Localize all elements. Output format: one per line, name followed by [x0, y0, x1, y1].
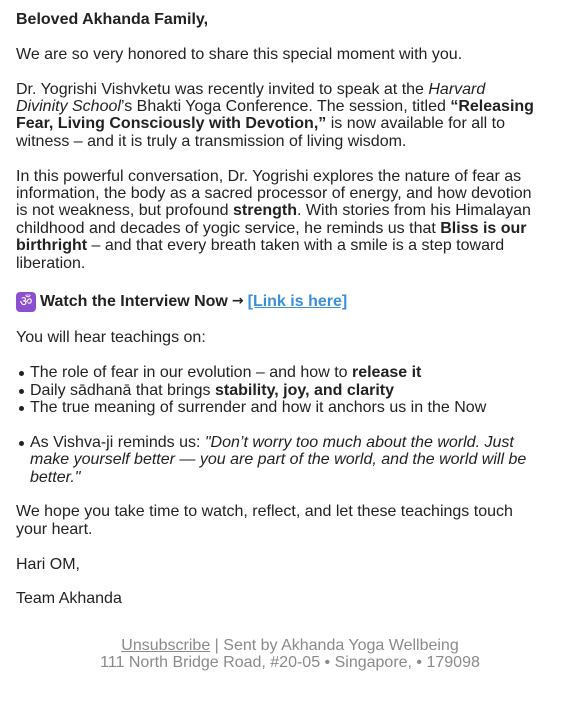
list-item — [30, 364, 541, 381]
quote-lead: As Vishva-ji reminds us: — [30, 433, 205, 451]
unsubscribe-link[interactable]: Unsubscribe — [121, 636, 211, 654]
description-text-3: – and that every breath taken with a smile is a step toward liberation. — [16, 237, 505, 272]
announcement-text-3: is now available for all to witness – and it is truly a transmission of living wisdom. — [16, 115, 506, 150]
session-title: “Releasing Fear, Living Consciously with Devotion,” — [16, 98, 534, 133]
watch-interview-label: Watch the Interview Now — [40, 293, 228, 311]
list-item — [30, 382, 541, 399]
quote-text: "Don’t worry too much about the world. Just make yourself better — you are part of the world, and the world will be better." — [30, 433, 527, 486]
announcement-text-2: ’s Bhakti Yoga Conference. The session, titled — [120, 98, 451, 115]
list-item-text: The role of fear in our evolution – and how to — [30, 364, 352, 382]
arrow-right-icon: → — [231, 293, 244, 310]
watch-interview-line — [16, 292, 541, 312]
footer-line-1 — [16, 637, 564, 654]
footer-address: 111 North Bridge Road, #20-05 • Singapore, • 179098 — [100, 654, 480, 672]
sent-by-text: | Sent by Akhanda Yoga Wellbeing — [210, 636, 459, 654]
team-signature: Team Akhanda — [16, 590, 122, 608]
description-text-1: In this powerful conversation, Dr. Yogrishi explores the nature of fear as information, the body as a sacred processor of energy, and how devotion is not weakness, but profound — [16, 167, 532, 220]
list-item-emphasis: release it — [351, 364, 422, 382]
strength-emphasis: strength — [233, 202, 298, 220]
announcement-paragraph — [16, 81, 541, 151]
teachings-intro: You will hear teachings on: — [16, 329, 206, 347]
intro-paragraph: We are so very honored to share this special moment with you. — [16, 45, 463, 63]
harvard-school-name: Harvard Divinity School — [16, 80, 486, 115]
interview-link[interactable]: [Link is here] — [247, 293, 348, 311]
description-paragraph — [16, 168, 541, 272]
teachings-list — [16, 364, 541, 416]
om-icon: ॐ — [16, 292, 36, 312]
list-item-text: The true meaning of surrender and how it anchors us in the Now — [30, 399, 487, 417]
list-item-text: Daily sādhanā that brings — [30, 381, 215, 399]
closing-paragraph: We hope you take time to watch, reflect, and let these teachings touch your heart. — [16, 503, 513, 538]
bliss-emphasis: Bliss is our birthright — [16, 219, 527, 255]
quote-list — [16, 434, 541, 486]
quote-item — [30, 434, 541, 486]
description-text-2: . With stories from his Himalayan childhood and decades of yogic service, he reminds us that — [16, 202, 531, 237]
signoff: Hari OM, — [16, 555, 80, 573]
greeting: Beloved Akhanda Family, — [16, 11, 209, 28]
list-item — [30, 399, 541, 416]
list-item-emphasis: stability, joy, and clarity — [215, 381, 395, 399]
announcement-text-1: Dr. Yogrishi Vishvketu was recently invited to speak at the — [16, 80, 429, 98]
email-footer — [16, 637, 564, 672]
